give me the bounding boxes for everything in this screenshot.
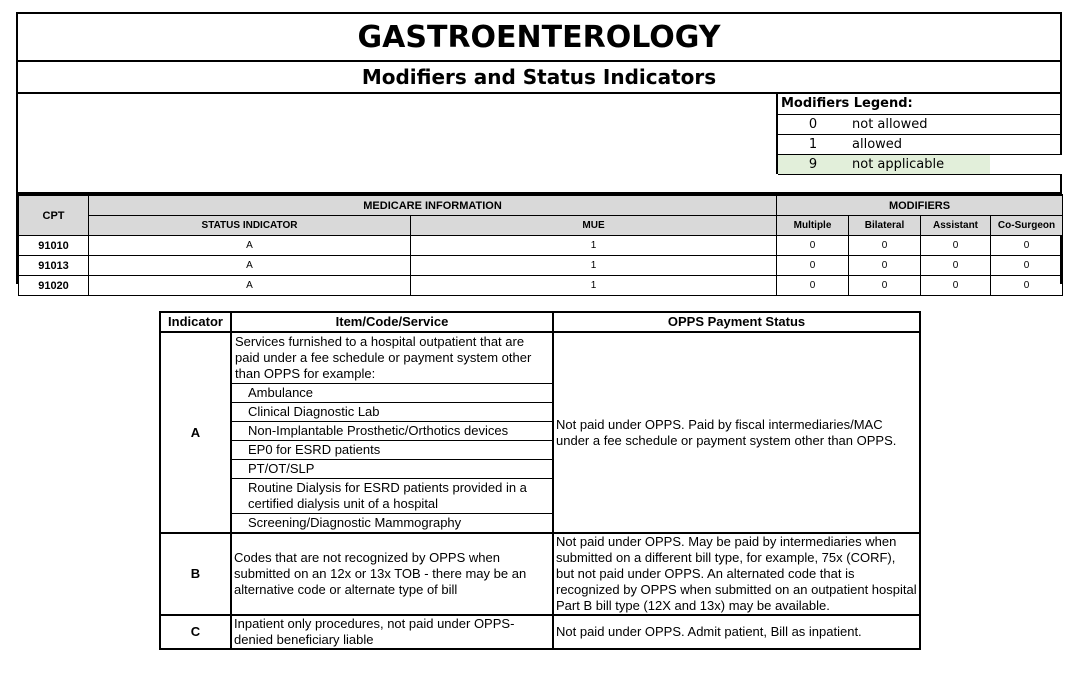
table-row <box>19 236 1063 256</box>
assistant-value: 0 <box>921 276 991 296</box>
legend-title: Modifiers Legend: <box>778 94 1062 115</box>
list-item: Screening/Diagnostic Mammography <box>232 513 552 532</box>
multiple-value: 0 <box>777 236 849 256</box>
legend-code: 9 <box>808 157 818 172</box>
list-item: EP0 for ESRD patients <box>232 440 552 459</box>
bilateral-value: 0 <box>849 276 921 296</box>
indicator-code: A <box>160 332 231 533</box>
cpt-code: 91010 <box>19 236 89 256</box>
multiple-value: 0 <box>777 256 849 276</box>
item-intro: Services furnished to a hospital outpatient that are paid under a fee schedule or payment system other than OPPS for example: <box>235 334 532 381</box>
cpt-code: 91020 <box>19 276 89 296</box>
bilateral-value: 0 <box>849 236 921 256</box>
table-row <box>160 615 920 649</box>
payment-status: Not paid under OPPS. Admit patient, Bill as inpatient. <box>553 615 920 649</box>
legend-code: 1 <box>808 137 818 152</box>
mue-value: 1 <box>411 236 777 256</box>
co-surgeon-value: 0 <box>991 256 1063 276</box>
cpt-code: 91013 <box>19 256 89 276</box>
indicator-code: C <box>160 615 231 649</box>
assistant-value: 0 <box>921 236 991 256</box>
legend-desc: not applicable <box>852 157 945 172</box>
assistant-value: 0 <box>921 256 991 276</box>
legend-row <box>778 135 1062 155</box>
indicator-code: B <box>160 533 231 615</box>
legend-desc: not allowed <box>852 117 928 132</box>
column-header: STATUS INDICATOR <box>89 216 411 236</box>
item-code-service-header: Item/Code/Service <box>231 312 553 332</box>
status-indicator: A <box>89 236 411 256</box>
item-code-service: Codes that are not recognized by OPPS when submitted on an 12x or 13x TOB - there may be an alternative code or alternate type of bill <box>231 533 553 615</box>
item-code-service: Inpatient only procedures, not paid under OPPS-denied beneficiary liable <box>231 615 553 649</box>
multiple-value: 0 <box>777 276 849 296</box>
gastro-sheet <box>16 12 1062 292</box>
legend-area <box>18 94 1060 194</box>
list-item: Clinical Diagnostic Lab <box>232 402 552 421</box>
list-item: Ambulance <box>232 383 552 402</box>
table-row <box>19 256 1063 276</box>
column-header: Assistant <box>921 216 991 236</box>
list-item: Non-Implantable Prosthetic/Orthotics devices <box>232 421 552 440</box>
legend-row <box>778 115 1062 135</box>
table-row <box>19 276 1063 296</box>
page-subtitle: Modifiers and Status Indicators <box>18 62 1060 94</box>
page-title: GASTROENTEROLOGY <box>18 14 1060 62</box>
column-header: Co-Surgeon <box>991 216 1063 236</box>
legend-row-highlighted <box>778 155 1062 175</box>
modifiers-header: MODIFIERS <box>777 195 1063 216</box>
modifiers-legend <box>776 94 1062 174</box>
opps-indicator-table <box>159 311 921 650</box>
payment-status-header: OPPS Payment Status <box>553 312 920 332</box>
co-surgeon-value: 0 <box>991 276 1063 296</box>
medicare-info-header: MEDICARE INFORMATION <box>89 195 777 216</box>
column-header: Bilateral <box>849 216 921 236</box>
table-row <box>160 332 920 533</box>
indicator-header: Indicator <box>160 312 231 332</box>
item-code-service <box>231 332 553 533</box>
list-item: Routine Dialysis for ESRD patients provided in a certified dialysis unit of a hospital <box>232 478 552 513</box>
mue-value: 1 <box>411 276 777 296</box>
mue-value: 1 <box>411 256 777 276</box>
cpt-header: CPT <box>19 195 89 236</box>
legend-desc: allowed <box>852 137 903 152</box>
payment-status: Not paid under OPPS. Paid by fiscal intermediaries/MAC under a fee schedule or payment system other than OPPS. <box>553 332 920 533</box>
bilateral-value: 0 <box>849 256 921 276</box>
column-header: MUE <box>411 216 777 236</box>
table-row <box>160 533 920 615</box>
co-surgeon-value: 0 <box>991 236 1063 256</box>
status-indicator: A <box>89 256 411 276</box>
status-indicator: A <box>89 276 411 296</box>
list-item: PT/OT/SLP <box>232 459 552 478</box>
column-header: Multiple <box>777 216 849 236</box>
cpt-grid <box>18 194 1063 296</box>
legend-code: 0 <box>808 117 818 132</box>
payment-status: Not paid under OPPS. May be paid by intermediaries when submitted on a different bill type, for example, 75x (CORF), but not paid under OPPS. An alternated code that is recognized by OPPS when submitted on an outpatient hospital Part B bill type (12X and 13x) may be available. <box>553 533 920 615</box>
